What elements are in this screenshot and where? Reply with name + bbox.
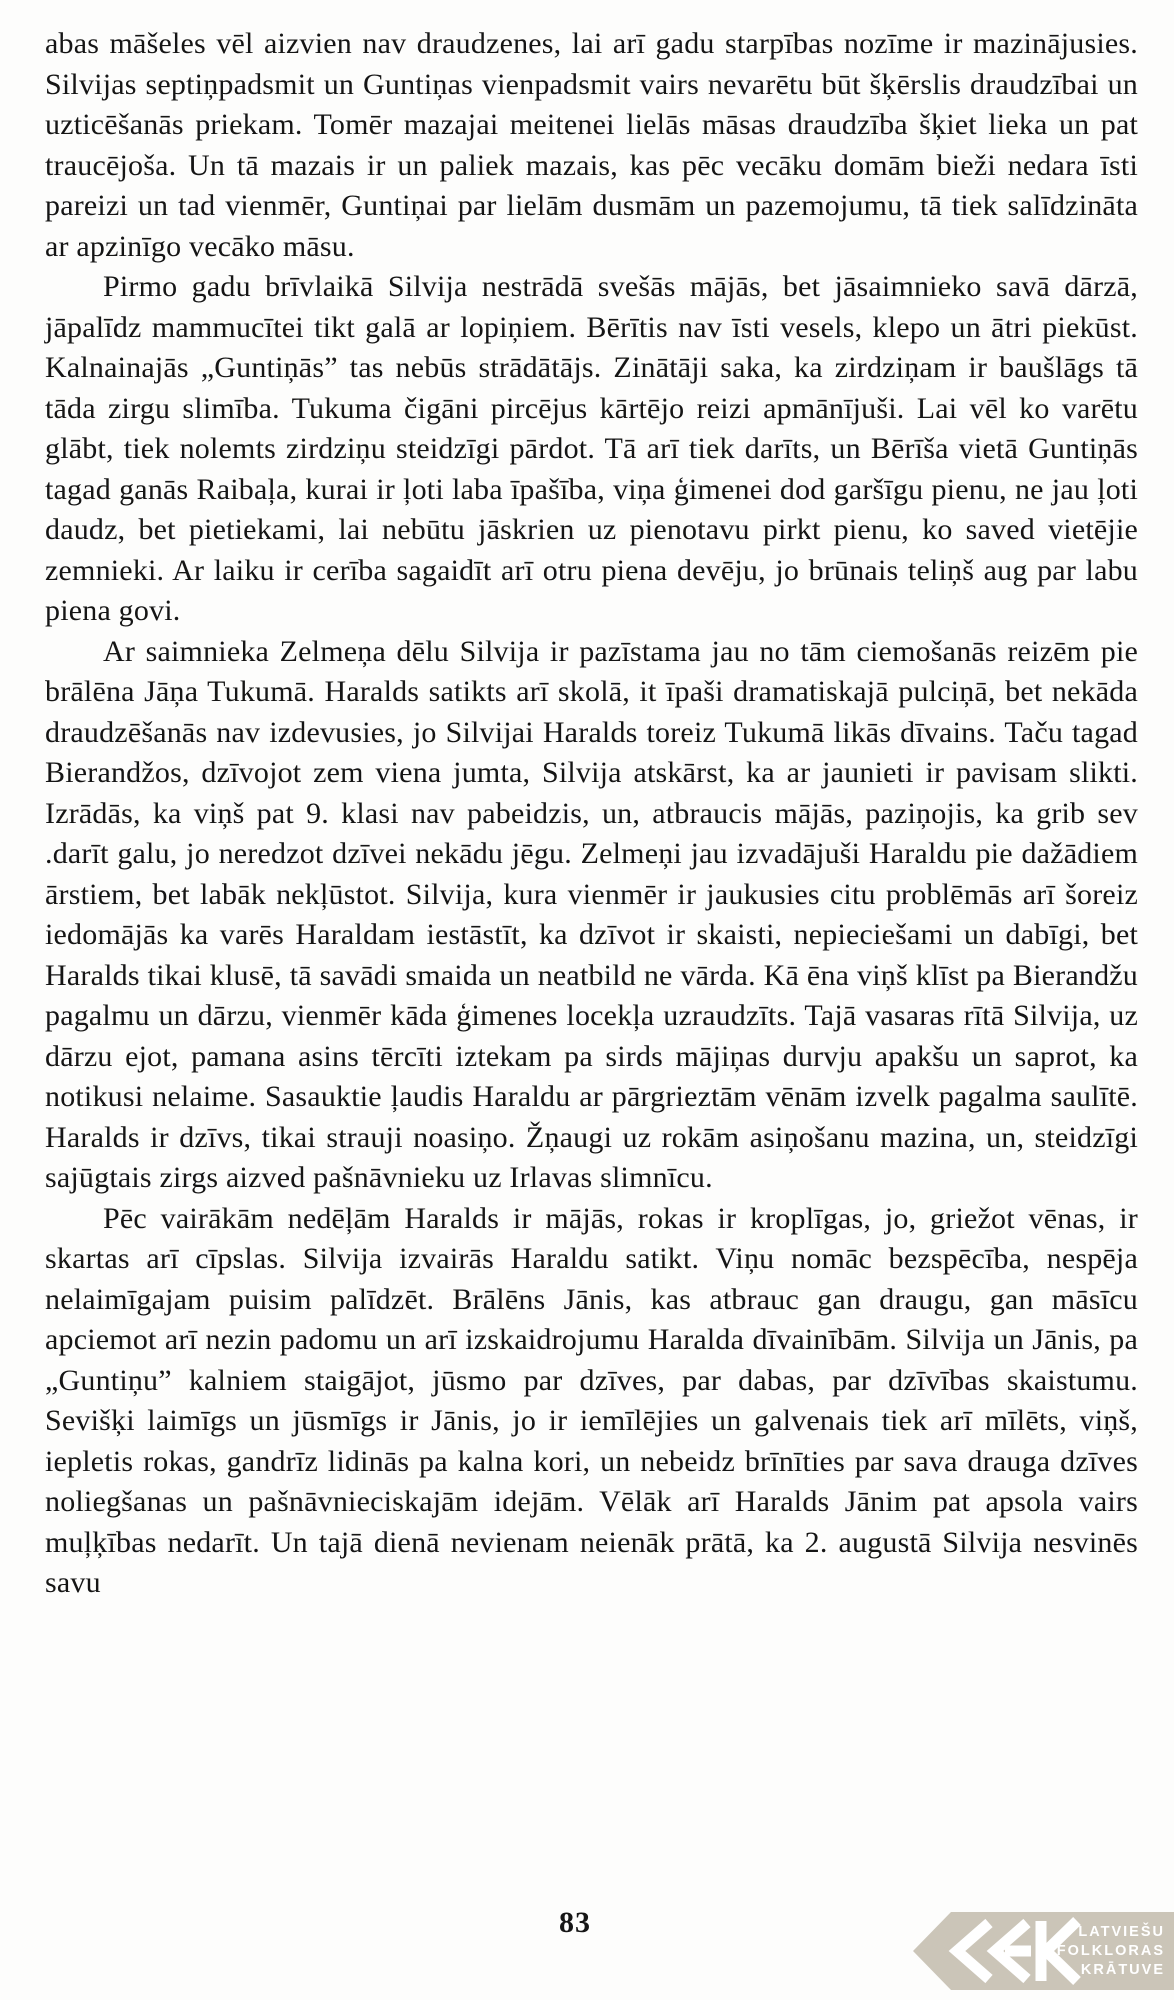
paragraph-1: abas māšeles vēl aizvien nav draudzenes, lai arī gadu starpības nozīme ir mazinājusies. Silvijas septiņpadsmit un Guntiņas vienpadsmit vairs nevarētu būt šķērslis draudzībai un uzticēšanās priekam. Tomēr mazajai meitenei lielās māsas draudzība šķiet lieka un pat traucējoša. Un tā mazais ir un paliek mazais, kas pēc vecāku domām bieži nedara īsti pareizi un tad vienmēr, Guntiņai par lielām dusmām un pazemojumu, tā tiek salīdzināta ar apzinīgo vecāko māsu.	[45, 27, 1138, 263]
paragraph-2: Pirmo gadu brīvlaikā Silvija nestrādā svešās mājās, bet jāsaimnieko savā dārzā, jāpalīdz mammucītei tikt galā ar lopiņiem. Bērītis nav īsti vesels, klepo un ātri piekūst. Kalnainajās „Guntiņās” tas nebūs strādātājs. Zinātāji saka, ka zirdziņam ir baušlāgs tā tāda zirgu slimība. Tukuma čigāni pircējus kārtējo reizi apmānījuši. Lai vēl ko varētu glābt, tiek nolemts zirdziņu steidzīgi pārdot. Tā arī tiek darīts, un Bērīša vietā Guntiņās tagad ganās Raibaļa, kurai ir ļoti laba īpašība, viņa ģimenei dod garšīgu pienu, ne jau ļoti daudz, bet pietiekami, lai nebūtu jāskrien uz pienotavu pirkt pienu, ko saved vietējie zemnieki. Ar laiku ir cerība sagaidīt arī otru piena devēju, jo brūnais teliņš aug par labu piena govi.	[45, 270, 1138, 627]
page-body-text	[45, 24, 1138, 1604]
lfk-logo-text	[1057, 1923, 1165, 1980]
logo-text-line-3: KRĀTUVE	[1080, 1962, 1165, 1978]
logo-text-line-1: LATVIEŠU	[1078, 1924, 1165, 1940]
paragraph-3: Ar saimnieka Zelmeņa dēlu Silvija ir pazīstama jau no tām ciemošanās reizēm pie brālēna Jāņa Tukumā. Haralds satikts arī skolā, it īpaši dramatiskajā pulciņā, bet nekāda draudzēšanās nav izdevusies, jo Silvijai Haralds toreiz Tukumā likās dīvains. Taču tagad Bierandžos, dzīvojot zem viena jumta, Silvija atskārst, ka ar jaunieti ir pavisam slikti. Izrādās, ka viņš pat 9. klasi nav pabeidzis, un, atbraucis mājās, paziņojis, ka grib sev .darīt galu, jo neredzot dzīvei nekādu jēgu. Zelmeņi jau izvadājuši Haraldu pie dažādiem ārstiem, bet labāk nekļūstot. Silvija, kura vienmēr ir jaukusies citu problēmās arī šoreiz iedomājās ka varēs Haraldam iestāstīt, ka dzīvot ir skaisti, nepieciešami un dabīgi, bet Haralds tikai klusē, tā savādi smaida un neatbild ne vārda. Kā ēna viņš klīst pa Bierandžu pagalmu un dārzu, vienmēr kāda ģimenes locekļa uzraudzīts. Tajā vasaras rītā Silvija, uz dārzu ejot, pamana asins tērcīti iztekam pa sirds mājiņas durvju apakšu un saprot, ka notikusi nelaime. Sasauktie ļaudis Haraldu ar pārgrieztām vēnām izvelk pagalma saulītē. Haralds ir dzīvs, tikai strauji noasiņo. Žņaugi uz rokām asiņošanu mazina, un, steidzīgi sajūgtais zirgs aizved pašnāvnieku uz Irlavas slimnīcu.	[45, 634, 1138, 1194]
logo-text-line-2: FOLKLORAS	[1056, 1943, 1165, 1959]
page-number: 83	[559, 1906, 591, 1939]
paragraph-4: Pēc vairākām nedēļām Haralds ir mājās, rokas ir kroplīgas, jo, griežot vēnas, ir skartas arī cīpslas. Silvija izvairās Haraldu satikt. Viņu nomāc bezspēcība, nespēja nelaimīgajam puisim palīdzēt. Brālēns Jānis, kas atbrauc gan draugu, gan māsīcu apciemot arī nezin padomu un arī izskaidrojumu Haralda dīvainībām. Silvija un Jānis, pa „Guntiņu” kalniem staigājot, jūsmo par dzīves, par dabas, par dzīvības skaistumu. Sevišķi laimīgs un jūsmīgs ir Jānis, jo ir iemīlējies un galvenais tiek arī mīlēts, viņš, iepletis rokas, gandrīz lidinās pa kalna kori, un nebeidz brīnīties par sava drauga dzīves noliegšanas un pašnāvnieciskajām idejām. Vēlāk arī Haralds Jānim pat apsola vairs muļķības nedarīt. Un tajā dienā nevienam neienāk prātā, ka 2. augustā Silvija nesvinēs savu	[45, 1201, 1138, 1599]
lfk-logo-stamp	[913, 1912, 1174, 1990]
